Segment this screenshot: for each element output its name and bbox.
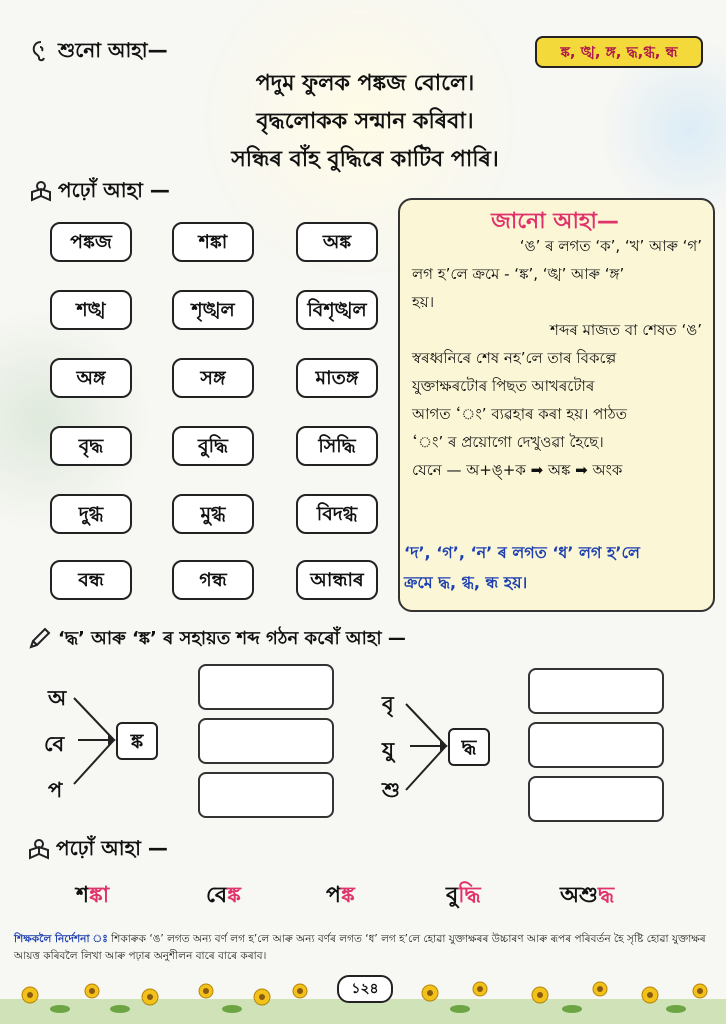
read-word-base: প <box>326 883 341 908</box>
left-symbol-box: ঙ্ক <box>116 722 158 760</box>
page-number: ১২৪ <box>337 975 393 1003</box>
know-foot-line: ক্ৰমে দ্ধ, গ্ধ, ন্ধ হয়। <box>404 573 528 592</box>
know-line: ‘ং’ ৰ প্ৰয়োগো দেখুওৱা হৈছে। <box>412 433 604 451</box>
word-box: আন্ধাৰ <box>296 560 378 600</box>
answer-box-left-2[interactable] <box>198 718 334 764</box>
read-heading-1 <box>30 176 170 209</box>
word-box: বিশৃঙ্খল <box>296 290 378 330</box>
teacher-note-text: শিকাৰুক ‘ঙ’ লগত অন্য বৰ্ণ লগ হ’লে আৰু অন্য বৰ্ণৰ লগত ‘ধ’ লগ হ’লে হোৱা যুক্তাক্ষৰৰ উচ্চাৰণ আৰু ৰূপৰ পৰিবৰ্তন হৈ সৃষ্টি হোৱা যুক্তাক্ষৰ আয়ত্ত কৰিবলৈ লিখা আৰু পঢ়াৰ অনুশীলন বাৰে বাৰে কৰাব। <box>14 933 706 962</box>
answer-box-right-1[interactable] <box>528 668 664 714</box>
read-word-base: শ <box>76 883 90 908</box>
right-letter: বৃ <box>382 692 394 716</box>
read-word <box>76 878 109 915</box>
answer-box-left-3[interactable] <box>198 772 334 818</box>
word-box: শঙ্খ <box>50 290 132 330</box>
know-line: স্বৰধ্বনিৰে শেষ নহ’লে তাৰ বিকল্পে <box>412 349 617 367</box>
read-word-conjunct: দ্ধ <box>598 883 615 908</box>
ear-icon <box>30 40 52 62</box>
word-box: বন্ধ <box>50 560 132 600</box>
word-box: অঙ্গ <box>50 358 132 398</box>
know-foot-line: ‘দ’, ‘গ’, ‘ন’ ৰ লগত ‘ধ’ লগ হ’লে <box>404 543 640 562</box>
word-box: বুদ্ধি <box>172 426 254 466</box>
know-line: লগ হ’লে ক্ৰমে - ‘ঙ্ক’, ‘ঙ্খ’ আৰু ‘ঙ্গ’ <box>412 265 625 283</box>
know-title: জানো আহা— <box>491 209 619 234</box>
right-letter: শু <box>382 778 401 802</box>
reader-icon <box>30 180 52 202</box>
left-letter: অ <box>48 686 67 710</box>
build-heading-text: ‘দ্ধ’ আৰু ‘ঙ্ক’ ৰ সহায়ত শব্দ গঠন কৰোঁ আহা — <box>58 628 406 649</box>
read-heading-2 <box>28 834 168 867</box>
know-foot <box>404 538 708 598</box>
know-line: হয়। <box>412 293 435 311</box>
read-word-base: বু <box>446 883 459 908</box>
build-heading <box>28 624 406 655</box>
know-text <box>412 232 702 484</box>
word-box: পঙ্কজ <box>50 222 132 262</box>
read-word-conjunct: ঙ্কা <box>89 883 110 908</box>
answer-box-right-2[interactable] <box>528 722 664 768</box>
poem-line-1: পদুম ফুলক পঙ্কজ বোলে। <box>255 71 475 96</box>
word-box: বৃদ্ধ <box>50 426 132 466</box>
listen-heading-text: শুনো আহা— <box>58 38 168 62</box>
read-word <box>326 878 355 915</box>
know-line: ‘ঙ’ ৰ লগত ‘ক’, ‘খ’ আৰু ‘গ’ <box>519 237 702 255</box>
word-box: দুগ্ধ <box>50 494 132 534</box>
word-box: সিদ্ধি <box>296 426 378 466</box>
left-letter: বে <box>44 732 65 756</box>
know-line: যুক্তাক্ষৰটোৰ পিছত আখৰটোৰ <box>412 377 595 395</box>
left-connector-lines <box>70 680 120 800</box>
read-word-base: অশু <box>560 883 598 908</box>
teacher-note-label: শিক্ষকলৈ নিৰ্দেশনা ঃ <box>14 933 108 945</box>
know-line: শব্দৰ মাজত বা শেষত ‘ঙ’ <box>549 321 702 339</box>
listen-heading <box>30 36 168 69</box>
read-word <box>446 878 481 915</box>
read-word-conjunct: দ্ধি <box>458 883 481 908</box>
read-word <box>560 878 614 915</box>
reader-icon <box>28 838 50 860</box>
word-box: অঙ্ক <box>296 222 378 262</box>
read-word-conjunct: ঙ্ক <box>227 883 241 908</box>
word-box: বিদগ্ধ <box>296 494 378 534</box>
know-line: যেনে — অ+ঙ্+ক ➡ অঙ্ক ➡ অংক <box>412 461 623 479</box>
word-box: শৃঙ্খল <box>172 290 254 330</box>
word-box: মাতঙ্গ <box>296 358 378 398</box>
right-letter: যু <box>382 738 395 762</box>
read-heading-1-text: পঢ়োঁ আহা — <box>58 178 170 202</box>
answer-box-left-1[interactable] <box>198 664 334 710</box>
read-word <box>206 878 241 915</box>
poem-line-3: সন্ধিৰ বাঁহ বুদ্ধিৰে কাটিব পাৰি। <box>231 147 499 172</box>
left-letter: প <box>48 778 63 802</box>
word-box: শঙ্কা <box>172 222 254 262</box>
answer-box-right-3[interactable] <box>528 776 664 822</box>
teacher-note <box>14 931 714 965</box>
poem-line-2: বৃদ্ধলোকক সন্মান কৰিবা। <box>256 109 474 134</box>
word-box: সঙ্গ <box>172 358 254 398</box>
read-heading-2-text: পঢ়োঁ আহা — <box>56 836 168 860</box>
conjunct-tag: ঙ্ক, ঙ্খ, ঙ্গ, দ্ধ,গ্ধ, ন্ধ <box>535 36 703 68</box>
right-symbol-box: দ্ধ <box>448 728 490 766</box>
right-connector-lines <box>402 686 452 806</box>
know-line: আগত ‘ং’ ব্যৱহাৰ কৰা হয়। পাঠত <box>412 405 627 423</box>
word-box: মুগ্ধ <box>172 494 254 534</box>
pencil-icon <box>28 626 52 650</box>
word-box: গন্ধ <box>172 560 254 600</box>
read-word-base: বে <box>206 883 228 908</box>
read-word-conjunct: ঙ্ক <box>340 883 355 908</box>
